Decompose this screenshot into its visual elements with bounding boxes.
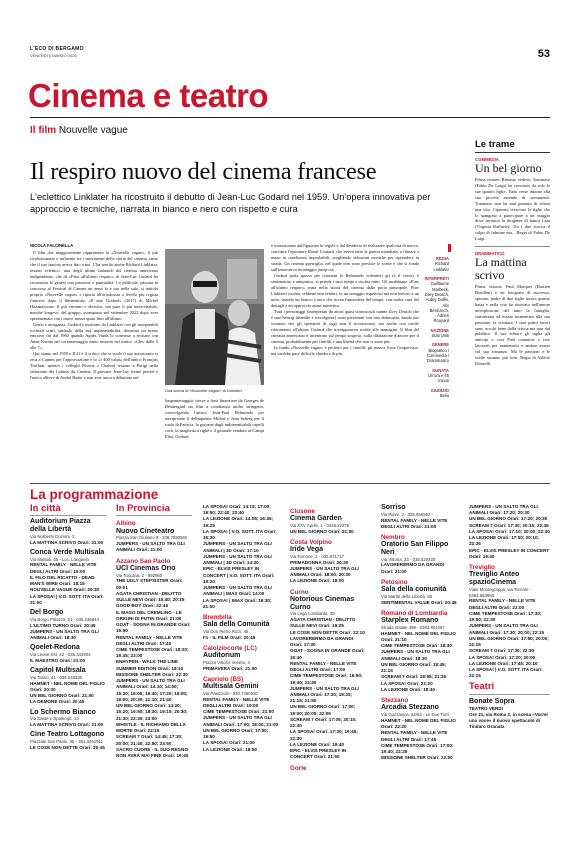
venue-city: Treviglio: [469, 564, 495, 572]
venue-address: Via Borgo Palazzo, 51 - 035.236844: [30, 616, 99, 622]
venue-city: Calolziocorte (LC): [203, 644, 257, 652]
showtime-line: EPIC - ELVIS PRESLEY IN CONCERT Orari: 19:40: [469, 547, 550, 559]
film-still-photo: [165, 249, 264, 385]
venue-address: Via Leone XIII, 22 - 035.343904: [30, 651, 91, 657]
venue-address: Via Torrione, 2 - 035.971717: [290, 553, 345, 559]
showtime-line: JUMPERS - UN SALTO TRA GLI ANIMALI Orari: 18:30: [381, 649, 450, 661]
showtime-line: L'ULTIMO TURNO Orari: 20:45: [30, 622, 96, 628]
rubric-divider: [30, 117, 550, 118]
showtime-line: LA LEZIONE Orari: 18:00: [290, 578, 344, 584]
showtime-line: UN BEL GIORNO Orari: 18:45; 21:15: [381, 661, 447, 674]
venue-city: Azzano San Paolo: [116, 557, 171, 565]
venue-name: Cinema Garden: [290, 515, 342, 523]
article-paragraph: Genio e arroganza, Godard è mostrato da Linklater con gli inseparabili occhiali scuri, simbolo della sua impenetrabilità, diventati un brano emotivo fin dal 1960 quando Agnès Varda lo convinse a recitare con Anna Karina nel cortometraggio muto inserito nel mitico «Cleo dalle 5 alle 7».: [30, 321, 158, 351]
venue-block: [381, 504, 457, 530]
article-paragraph: Qui siamo nel 1959 e JLG è il critico che si vuole il suo autoritratto si reca a Cannes per l'approvazione e lo «I 400 colpi» dell'amico François Truffaut, mentre i colleghi Rivette e Chabrol restano a Parigi nella redazione dei Cahiers du Cinéma. Il giovane Jean-Luc freme perché è l'unico allievo di André Bazin a non aver ancora debuttato nel: [30, 351, 158, 381]
venue-name: Arcadia Stezzano: [381, 704, 439, 712]
venue-block: [469, 698, 550, 731]
article-kicker: [30, 125, 128, 136]
showtime-line: RENTAL FAMILY - NELLE VITE DEGLI ALTRI Orari: 19:00: [203, 696, 270, 708]
venue-name: Auditorium Piazza della Libertà: [30, 518, 91, 534]
showtime-line: LAVORERERMO DA GRANDI Orari: 17:30: [290, 635, 354, 648]
publication-name: L'ECO DI BERGAMO: [30, 46, 84, 52]
venue-block: [381, 579, 457, 606]
showtime-line: UN BEL GIORNO Orari: 21:00: [290, 528, 354, 534]
venue-block: [30, 667, 106, 705]
venue-city: Capriolo (BS): [203, 675, 244, 683]
venue-name: Treviglio Anteo spazioCinema: [469, 571, 520, 587]
showtime-line: HAMNET - NEL NOME DEL FIGLIO Orari: 20:30: [30, 680, 105, 692]
info-value: Richard Linklater: [433, 261, 449, 272]
venue-name: Iride Vega: [290, 546, 324, 554]
venue-address: Via Norberto Duzioni, 3: [30, 533, 75, 539]
showtime-line: SCREAM 7 Orari: 17:30; 22:30: [469, 648, 535, 654]
showtime-line: LA LEZIONE Orari: 17:50; 20:10; 22:35: [469, 535, 540, 547]
venue-block: [30, 709, 106, 729]
venue-address: Strada statale 498 - 0363.901297: [381, 624, 445, 630]
showtime-line: F1 - IL FILM Orari: 20:45: [203, 634, 256, 640]
venue-address: Viale Montegrappa, via Torriani - 0363.563660: [469, 586, 531, 598]
showtime-line: LA SPOSA! Orari: 14:15; 17:00; 19:50; 22:40; 23:40: [203, 504, 271, 516]
article-summary: L'eclettico Linklater ha ricostruito il debutto di Jean-Luc Godard nel 1959. Un'opera innovativa per approccio e tecniche, narrata in bianco e nero con rispetto e cura: [30, 192, 431, 215]
showtime-line: CIME TEMPESTOSE Orari: 21:00: [203, 709, 274, 715]
showtime-line: LA SPOSA! Orari: 21:00: [203, 740, 255, 746]
showtime-line: GOAT - SOGNA IN GRANDE Orari: 15:50: [116, 622, 191, 634]
showtime-line: CIME TEMPESTOSE Orari: 17:00; 19:40; 22:25: [381, 742, 454, 754]
showtime-line: Ore 21, via Roma 2, in scena «Vorrei una voce» il nuovo spettacolo di Tindaro Granata: [469, 711, 548, 730]
schedule-column: [203, 504, 279, 756]
venue-city: Nembro: [381, 534, 405, 541]
info-value: Biografico / Commedia / Drammatico: [426, 347, 449, 364]
venue-name: Cine Teatro Lottagono: [30, 731, 105, 739]
kicker-section: Il film: [30, 125, 57, 136]
venue-address: Via Guzzanica, 62/64 - Le Due Torri: [381, 711, 449, 717]
showtime-line: LE COSE NON DETTE Orari: 22:10: [290, 629, 365, 635]
showtime-line: GOAT - SOGNA IN GRANDE Orari: 16:40: [290, 648, 365, 660]
venue-block: [116, 558, 192, 760]
article-paragraph: lungometraggio: riesce a farsi finanziare da Georges de Beauregard un film a condizioni molto stringenti, coinvolgendo l'amico Jean-Paul Belmondo per interpretare il delinquente Michel e Jean Seberg per il ruolo di Patricia, la giovane dagli indimenticabili capelli corti, la maglietta a righe e il giornale venduto ai Campi Elisi. Godard: [165, 398, 265, 439]
showtime-line: JUMPERS - UN SALTO TRA GLI ANIMALI Orari: 18:00; 20:30: [290, 566, 359, 578]
article-column-3: [271, 243, 419, 357]
plot-divider: [475, 246, 550, 247]
venue-city: Albino: [116, 520, 136, 528]
showtime-line: JUMPERS - UN SALTO TRA GLI ANIMALI Orari: 14:10; 14:50; 15:30; 16:00; 16:40; 17:20; 18:00; 19:00; 20:30; 21:10; 21:40: [116, 678, 188, 702]
showtime-line: UN BEL GIORNO Orari: 21:00: [30, 693, 94, 699]
venue-block: [469, 682, 550, 694]
venue-city: Curno: [290, 588, 309, 596]
venue-city: Romano di Lombardia: [381, 609, 448, 617]
showtime-line: CIME TEMPESTOSE Orari: 16:50; 19:40; 22:30: [290, 673, 363, 685]
schedule-section-title: In Provincia: [116, 504, 192, 516]
photo-illustration: [165, 249, 264, 385]
venue-block: [290, 765, 366, 772]
showtime-line: EPIC - ELVIS PRESLEY IN CONCERT Orari: 21:50: [290, 748, 347, 760]
venue-name: Multisala Gemini: [203, 683, 259, 691]
venue-city: Costa Volpino: [290, 539, 332, 546]
plot-text: Prima visione. Paul Marquet (Bastien Bouillon) è un fotografo di successo, sposato, padre di due figlie lavora quanto basta e nella vita ha ritrovato nell'amore un'esplosione del tutto la famiglia, cominciata ad essere tormentato alla sua passione, la scrittura. I suoi primi lavori sono accolti bene dalla critica ma non dal pubblico. Il suo editore gli taglia gli anticipi e così Paul comincia a fare lavoretti per mantenersi e andare avanti col suo romanzo. Ma le passioni e le scelte saranno più forti. Regia di Valérie Donzelli.: [475, 283, 550, 367]
showtime-line: IL FILO DEL RICATTO - DEAD MAN'S WIRE Orari: 18:15: [30, 574, 95, 587]
showtime-line: LA SPOSA! | V.O. SOTT. ITA Orari: 16:30: [203, 528, 277, 541]
showtime-line: LA SPOSA! Orari: 21:20: [381, 680, 433, 686]
venue-block: [30, 518, 106, 545]
article-headline: Il respiro nuovo del cinema francese: [30, 158, 377, 185]
venue-name: Conca Verde Multisala: [30, 548, 105, 556]
venue-address: Via Mattioli, 65 - Loc. Longuelo: [30, 556, 89, 562]
showtime-line: TEATRO VERDI: [469, 705, 503, 711]
venue-address: Via Daste e Spalenga, 13: [30, 716, 79, 722]
showtime-line: UN BEL GIORNO Orari: 17:50; 20:00; 22:15: [469, 635, 549, 648]
showtime-line: LA MATTINA SCRIVO Orari: 21:00: [30, 722, 104, 728]
plot-title: Un bel giorno: [475, 161, 542, 175]
venue-name: Notorious Cinemas Curno: [290, 595, 355, 611]
showtime-line: LAVORERERMO DA GRANDI Orari: 21:00: [381, 562, 445, 574]
showtime-line: JUMPERS - UN SALTO TRA GLI ANIMALI Orari: 17:30; 20:00; 22:15: [469, 623, 545, 635]
venue-name: Del Borgo: [30, 609, 64, 617]
page-number: 53: [537, 48, 550, 60]
showtime-line: LA LEZIONE Orari: 18:50: [203, 746, 257, 752]
showtime-line: RENTAL FAMILY - NELLE VITE DEGLI ALTRI Orari: 15:00: [30, 562, 97, 574]
plot-title: La mattina scrivo: [475, 255, 527, 283]
showtime-line: IL MAESTRO Orari: 21:00: [30, 657, 86, 663]
schedule-header: La programmazione: [30, 483, 550, 502]
info-value: Guillaume Marbeck, Zoey Deutch, Aubry Dullin, Alix Bénézech, Adrien Rouyard: [424, 281, 449, 324]
info-value: Stati Uniti: [431, 333, 449, 339]
showtime-line: MISSIONE SHELTER Orari: 22:50: [381, 755, 453, 761]
info-label: GENERE: [431, 342, 449, 348]
showtime-line: LA LEZIONE Orari: 19:40: [290, 741, 344, 747]
film-info-sheet: [424, 252, 449, 398]
showtime-line: RENTAL FAMILY - NELLE VITE DEGLI ALTRI Orari: 22:00: [469, 598, 536, 610]
venue-address: Via Vittoria, 33 - 035.520420: [381, 556, 436, 562]
plots-header: Le trame: [475, 139, 550, 153]
venue-city: Brembilla: [203, 613, 232, 621]
showtime-line: AGATA CHRISTIAN - DELITTO SULLE NEVI Orari: 19:25: [290, 617, 356, 629]
venue-block: [381, 610, 457, 693]
showtime-line: LA SPOSA! Orari: 17:30; 19:45; 22:30: [290, 729, 358, 741]
showtime-line: HAMNET - NEL NOME DEL FIGLIO Orari: 22:20: [381, 717, 456, 730]
venue-name: Capitol Multisala: [30, 667, 86, 675]
showtime-line: HAMNET - NEL NOME DEL FIGLIO Orari: 21:10: [381, 630, 456, 642]
venue-block: [30, 609, 106, 641]
showtime-line: UN BEL GIORNO Orari: 17:00; 19:00; 20:00; 22:05: [290, 704, 356, 716]
venue-name: Oratorio San Filippo Neri: [381, 541, 449, 556]
photo-caption: Una scena di «Nouvelle vague» di Linklater: [165, 388, 242, 393]
showtime-line: RENTAL FAMILY - NELLE VITE DEGLI ALTRI Orari: 17:00: [290, 660, 357, 673]
showtime-line: LA SPOSA! | V.O. SOTT. ITA Orari: 22:15: [469, 666, 543, 679]
masthead: [30, 46, 550, 66]
article-paragraph: In fondo «Nouvelle vague» è perfetto per i cinefili, gli manca forse l'imprevisto, ma sarebbe pure difficile chiedere di più.: [271, 344, 419, 356]
showtime-line: GOOD BOY Orari: 22:45: [116, 603, 168, 609]
info-label: INTERPRETI: [424, 275, 449, 281]
showtime-line: LA SPOSA! | V.O. SOTT. ITA Orari: 21:00: [30, 593, 104, 605]
venue-city: Stezzano: [381, 697, 409, 705]
showtime-line: LA LEZIONE Orari: 17:45; 20:10: [469, 660, 538, 666]
schedule-column: [469, 504, 550, 734]
venue-address: Piazza Vittorio Veneto, 3: [203, 659, 250, 665]
venue-address: Piazzale San Paolo, 35 - 351.3261911: [30, 738, 104, 744]
venue-block: [381, 697, 457, 761]
showtime-line: AGATA CHRISTIAN - DELITTO SULLE NEVI Orari: 15:40; 20:15: [116, 590, 185, 603]
venue-block: [469, 564, 550, 679]
venue-city: Clusone: [290, 508, 315, 515]
showtime-line: LA LEZIONE Orari: 18:40: [381, 686, 435, 692]
showtime-line: JUMPERS - UN SALTO TRA GLI ANIMALI Orari: 18:30: [30, 628, 99, 641]
info-label: NAZIONE: [430, 327, 449, 333]
showtime-line: SCREAM 7 Orari: 14:45; 17:30; 20:00; 21:40; 22:50; 23:50: [116, 734, 183, 746]
venue-city: Gorle: [290, 764, 307, 772]
plot-genre: DRAMMATICO: [475, 251, 505, 257]
article-paragraph: Godard parla spesso per citazioni (e Belmondo volentieri gli fa il verso), è sentenzioso e antipatico, si prende i suoi tempi e rischia tutto. Gli arrabbiano «Fino all'ultimo respiro» entra nella storia del cinema dalla porta principale. Pure Linklater rischia, sebbene non sembri, in un omaggio rispettoso ma non lezioso a un mito, usando un bianco e nero che ricrea l'atmosfera del tempo, con molta cura dei dettagli e un approccio quasi mimetico.: [271, 272, 419, 308]
plot-text: Prima visione. Rimasto vedovo, Tommaso (Fabio De Luigi) ha cresciuto da solo le sue quattro figlie. Tutto cesse intorno alla sua piccola azienda di serramenti. Tommaso non ha mai pensato di rifarsi una vita. Ciprenzo crescono le figlie che lo spingono a partecipare a un viaggio dove incontra la dirigente di banca Lara (Virginia Raffaele). Tra i due scocca il colpo di fulmine ma... Regia di Fabio De Luigi.: [475, 176, 550, 242]
showtime-line: JUMPERS - UN SALTO TRA GLI ANIMALI Orari: 17:20; 20:30: [469, 504, 538, 516]
showtime-line: LA LEZIONE Orari: 14:05; 16:45; 19:25: [203, 516, 274, 528]
showtime-line: JUMPERS - UN SALTO TRA GLI ANIMALI Orari: 21:00: [116, 541, 185, 553]
showtime-line: JUMPERS - UN SALTO TRA GLI ANIMALI Orari: 17:20; 19:25; 21:15; 21:50: [290, 685, 359, 704]
venue-block: [290, 589, 366, 761]
venue-address: Via Martiri della Libertà, 95: [381, 593, 433, 599]
showtime-line: UN BEL GIORNO Orari: 17:20; 20:30: [469, 516, 548, 522]
article-paragraph: Il film che maggiormente rappresenta la «Nouvelle vague», il più rivoluzionario e influente tra i movimenti della storia del cinema, tanto che il suo fascino arriva fino a noi. L'ha sentito anche Richard Linklater, texano eclettico, uno degli ultimi baluardi del cinema americano indipendente, che di «Fino all'ultimo respiro» di Jean-Luc Godard ha ricostruito la genesi con passione e puntualità. La pellicola, passata in concorso al Festival di Cannes un anno fa e ora nelle sale, si intitola proprio «Nouvelle vague» e riporta all'ortodossia a livello più regista francese dopo il dimenticato «Il mio Godard» (2017) di Michel Hazanavicius. Il più estremo e divisivo, ma pure il più intercettabile, nonché longevo, del gruppo, scomparso nel settembre 2022 dopo aver sperimentato con i nuovi mezzi quasi fino all'ultimo.: [30, 249, 158, 321]
venue-block: [116, 520, 192, 553]
showtime-line: MISSIONE SHELTER Orari: 22:30: [116, 671, 188, 677]
showtime-line: EPIC - ELVIS PRESLEY IN CONCERT | V.O. SOTT. ITA Orari: 19:20: [203, 566, 275, 584]
showtime-line: JUMPERS - UN SALTO TRA GLI ANIMALI | 3D Orari: 14:30: [203, 553, 272, 566]
schedule-section-title: In città: [30, 504, 106, 516]
venue-block: [203, 614, 279, 641]
schedule-column: [30, 504, 106, 754]
venue-block: [203, 676, 279, 753]
showtime-line: JUMPERS - UN SALTO TRA GLI ANIMALI | 3D Orari: 17:10: [203, 541, 272, 553]
showtime-line: WHISTLE - IL RICHIAMO DELLA MORTE Orari: 22:15: [116, 721, 186, 734]
venue-block: [381, 534, 457, 575]
info-value: Un'ora e 45 minuti: [427, 372, 449, 384]
schedule-column: [116, 504, 192, 762]
plots-sidebar: [475, 139, 550, 367]
venue-address: Via Piave, 2 - 035.656962 -: [381, 511, 433, 517]
showtime-line: CIME TEMPESTOSE Orari: 18:20; 19:45; 22:00: [116, 647, 189, 659]
showtime-line: LA DEMONE Orari: 20:45: [30, 699, 85, 705]
showtime-line: SCREAM 7 Orari: 17:30; 20:15; 22:45: [469, 522, 549, 528]
showtime-line: SCREAM 7 Orari: 18:55; 21:25: [381, 674, 447, 680]
showtime-line: ENHYPEN - WALK THE LINE SUMMER EDITION Orari: 18:10: [116, 659, 184, 671]
article-column-1: [30, 243, 158, 381]
info-marker: [448, 244, 451, 252]
venue-name: UCI Cinemas Orio: [116, 564, 176, 572]
venue-name: Qoelet-Redona: [30, 644, 80, 652]
venue-name: Sala della Comunità: [203, 621, 270, 629]
showtime-line: LA SPOSA! Orari: 17:10; 20:00; 22:40: [469, 528, 550, 534]
showtime-line: JUMPERS - UN SALTO TRA GLI ANIMALI | IMAX Orari: 14:00: [203, 585, 272, 597]
showtime-line: IL MAGO DEL CREMLINO - LE ORIGINI DI PUTIN Orari: 21:00: [116, 609, 182, 621]
article-paragraph: Tutti i personaggi (interpretati da attori quasi sconosciuti tranne Zoey Deutch che è una Seberg infantile e travolgente) sono presentati con una didascalia, dando per scontato che gli spettatori di oggi non li riconoscano, ma anche con sottile riferimento all'ultimo Godard che sovrapponeva scritte alle immagini. Il film del cineasta americano è incentrato sul tempo sospeso, sulla dilatazione d'amore per il cinema, probabilmente per cinefili e una libertà che non ci sono più.: [271, 308, 419, 344]
schedule-column: [381, 504, 457, 764]
info-label: DURATA: [432, 367, 449, 373]
plot-genre: COMMEDIA: [475, 157, 499, 162]
venue-block: [469, 504, 550, 560]
venue-name: Sala della comunità: [381, 586, 447, 594]
venue-address: Via Tasso, 41 - 035.248330: [30, 674, 83, 680]
article-author: NICOLA FALCINELLA: [30, 243, 74, 248]
venue-name: Bonate Sopra: [469, 697, 515, 705]
article-column-2: [165, 398, 264, 440]
showtime-line: UN BEL GIORNO Orari: 14:20; 15:20; 16:50; 18:30; 19:15; 20:30; 21:30; 22:30; 23:00: [116, 703, 188, 721]
venue-address: Via Palazzolo - 030.7460530: [203, 690, 258, 696]
venue-name: Nuovo Cineteatro: [116, 527, 175, 535]
showtime-line: LE COSE NON DETTE Orari: 20:45: [30, 744, 105, 750]
issue-date: VENERDÌ 6 MARZO 2026: [30, 53, 77, 58]
article-paragraph: è ossessionato dall'ignorare le regole e dal desiderio di realizzare qualcosa di nuovo, convince l'operatore Raoul Coutard, che aveva fatto la guerra mondiale, a filmare a mano in condizioni improbabili, scegliendo soluzioni tecniche per riprendere in strada. Un cinema guerriglia, nel quale non sono previste le scene e che si fonda sull'innovativo montaggio jump-cut.: [271, 243, 419, 272]
section-rubric: Cinema e teatro: [28, 77, 269, 114]
venue-address: Via XXV Aprile, 1 - 0346.22275: [290, 522, 350, 528]
schedule-column: [290, 504, 366, 775]
showtime-line: CIME TEMPESTOSE Orari: 18:30: [381, 643, 452, 649]
venue-block: [290, 539, 366, 585]
venue-city: Petosino: [381, 578, 408, 586]
showtime-line: RENTAL FAMILY - NELLE VITE DEGLI ALTRI Orari: 17:45: [381, 730, 448, 742]
venue-name: Sorriso: [381, 504, 406, 511]
venue-block: [30, 731, 106, 751]
showtime-line: LA MATTINA SCRIVO Orari: 21:00: [30, 539, 104, 545]
showtime-line: PRIMAVERA Orari: 21:00: [203, 665, 257, 671]
venue-name: Auditorium: [203, 652, 241, 660]
showtime-line: RENTAL FAMILY - NELLE VITE DEGLI ALTRI Orari: 21:00: [381, 517, 448, 529]
showtime-line: THE UGLY STEPSISTER Orari: 00:01: [116, 578, 183, 590]
venue-address: Piazza San Giuliano 9 - 338.7590560: [116, 535, 188, 541]
kicker-subsection: Nouvelle vague: [58, 125, 128, 136]
showtime-line: PRIMADONNA Orari: 20:30: [290, 559, 349, 565]
venue-address: Via Lega Lombarda, 39: [290, 611, 335, 617]
venue-block: [203, 504, 279, 610]
venue-block: [30, 549, 106, 606]
showtime-line: LA SPOSA! Orari: 17:20; 20:00: [469, 654, 536, 660]
showtime-line: UN BEL GIORNO Orari: 17:00; 19:50: [203, 727, 269, 740]
schedule-section-title: Teatri: [469, 682, 550, 694]
showtime-line: RENTAL FAMILY - NELLE VITE DEGLI ALTRI Orari: 17:40: [116, 634, 183, 646]
showtime-line: SENTIMENTAL VALUE Orari: 20:45: [381, 599, 457, 605]
info-label: REGIA: [436, 256, 449, 261]
venue-block: [290, 508, 366, 535]
showtime-line: LA SPOSA! | IMAX Orari: 16:30; 21:50: [203, 597, 272, 609]
showtime-line: JUMPERS - UN SALTO TRA GLI ANIMALI Orari: 17:00; 18:00; 21:00: [203, 715, 279, 727]
venue-block: [203, 645, 279, 672]
venue-address: Via Toscana, 2 - 892960: [116, 572, 163, 578]
showtime-line: SCREAM 7 Orari: 17:05; 20:10; 22:40: [290, 716, 357, 729]
info-value: Bello: [439, 392, 449, 398]
venue-name: Lo Schermo Bianco: [30, 708, 96, 716]
venue-name: Starplex Romano: [381, 617, 439, 625]
showtime-line: SACRO CUORE - IL SUO REGNO NON AVRÀ MAI FINE Orari: 19:40: [116, 746, 189, 758]
showtime-line: NOUVELLE VAGUE Orari: 20:30: [30, 587, 100, 593]
info-label: GIUDIZIO: [430, 387, 449, 393]
showtime-line: CIME TEMPESTOSE Orari: 17:30; 19:50; 22:30: [469, 610, 542, 623]
venue-address: Via Don Pietro Rizzi, 46: [203, 628, 249, 634]
venue-block: [30, 644, 106, 664]
